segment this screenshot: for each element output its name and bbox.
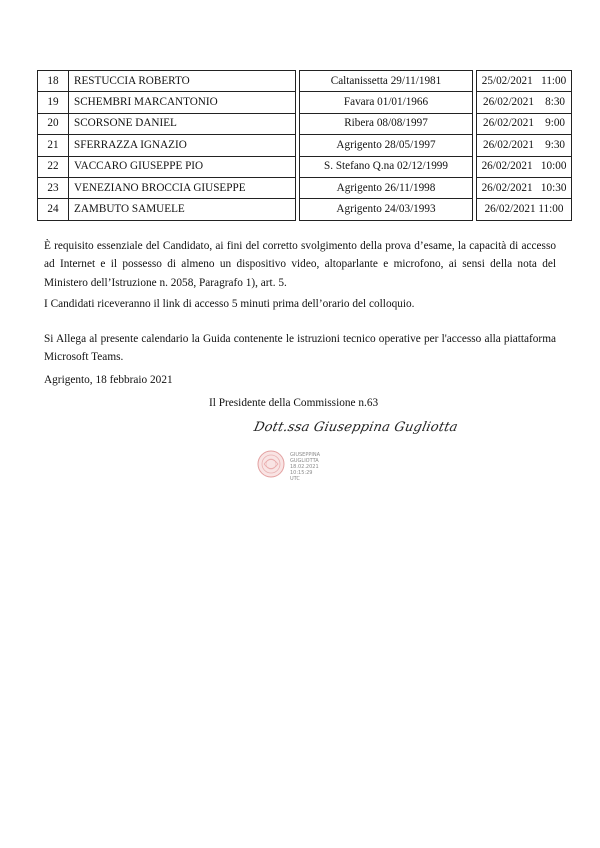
table-row <box>38 71 572 92</box>
attachment-paragraph: Si Allega al presente calendario la Guida contenente le istruzioni tecnico operative per l'accesso alla piattaforma Microsoft Teams. <box>44 333 556 364</box>
candidate-number: 21 <box>38 135 69 156</box>
candidate-number: 19 <box>38 92 69 113</box>
birthplace-date: Ribera 08/08/1997 <box>300 113 473 134</box>
candidate-name: SFERRAZZA IGNAZIO <box>69 135 296 156</box>
stamp-line: UTC <box>290 476 300 482</box>
candidate-name: ZAMBUTO SAMUELE <box>69 199 296 220</box>
candidate-name: SCORSONE DANIEL <box>69 113 296 134</box>
schedule-rows <box>38 71 572 221</box>
digital-signature-seal-icon <box>256 449 286 479</box>
stamp-line: GUGLIOTTA <box>290 458 319 464</box>
stamp-line: 18.02.2021 <box>290 464 319 470</box>
birthplace-date: Favara 01/01/1966 <box>300 92 473 113</box>
exam-date-time: 25/02/2021 11:00 <box>477 71 572 92</box>
candidate-name: RESTUCCIA ROBERTO <box>69 71 296 92</box>
handwritten-signature: Dott.ssa Giuseppina Gugliotta <box>252 420 460 435</box>
candidate-number: 18 <box>38 71 69 92</box>
table-row <box>38 113 572 134</box>
candidate-number: 20 <box>38 113 69 134</box>
table-row <box>38 156 572 177</box>
birthplace-date: Agrigento 26/11/1998 <box>300 177 473 198</box>
stamp-line: GIUSEPPINA <box>290 452 321 458</box>
candidates-schedule-table <box>37 70 572 221</box>
birthplace-date: Caltanissetta 29/11/1981 <box>300 71 473 92</box>
place-date: Agrigento, 18 febbraio 2021 <box>44 374 173 386</box>
birthplace-date: S. Stefano Q.na 02/12/1999 <box>300 156 473 177</box>
requirements-paragraph: È requisito essenziale del Candidato, ai fini del corretto svolgimento della prova d’esame, la capacità di accesso ad Internet e il possesso di almeno un dispositivo video, altoparlante e microfono, ai sensi della nota del Ministero dell’Istruzione n. 2058, Paragrafo 1), art. 5. <box>44 240 556 289</box>
candidate-name: VENEZIANO BROCCIA GIUSEPPE <box>69 177 296 198</box>
candidate-number: 23 <box>38 177 69 198</box>
candidate-name: VACCARO GIUSEPPE PIO <box>69 156 296 177</box>
exam-date-time: 26/02/2021 9:30 <box>477 135 572 156</box>
candidate-number: 22 <box>38 156 69 177</box>
exam-date-time: 26/02/2021 10:30 <box>477 177 572 198</box>
stamp-line: 10:15:29 <box>290 470 313 476</box>
table-row <box>38 135 572 156</box>
digital-signature-stamp-text <box>290 452 320 482</box>
birthplace-date: Agrigento 28/05/1997 <box>300 135 473 156</box>
table-row <box>38 177 572 198</box>
birthplace-date: Agrigento 24/03/1993 <box>300 199 473 220</box>
candidate-name: SCHEMBRI MARCANTONIO <box>69 92 296 113</box>
link-notice-paragraph: I Candidati riceveranno il link di accesso 5 minuti prima dell’orario del colloquio. <box>44 298 415 310</box>
table-row <box>38 92 572 113</box>
candidate-number: 24 <box>38 199 69 220</box>
exam-date-time: 26/02/2021 10:00 <box>477 156 572 177</box>
exam-date-time: 26/02/2021 11:00 <box>477 199 572 220</box>
president-title: Il Presidente della Commissione n.63 <box>209 397 379 409</box>
exam-date-time: 26/02/2021 8:30 <box>477 92 572 113</box>
exam-date-time: 26/02/2021 9:00 <box>477 113 572 134</box>
table-row <box>38 199 572 220</box>
